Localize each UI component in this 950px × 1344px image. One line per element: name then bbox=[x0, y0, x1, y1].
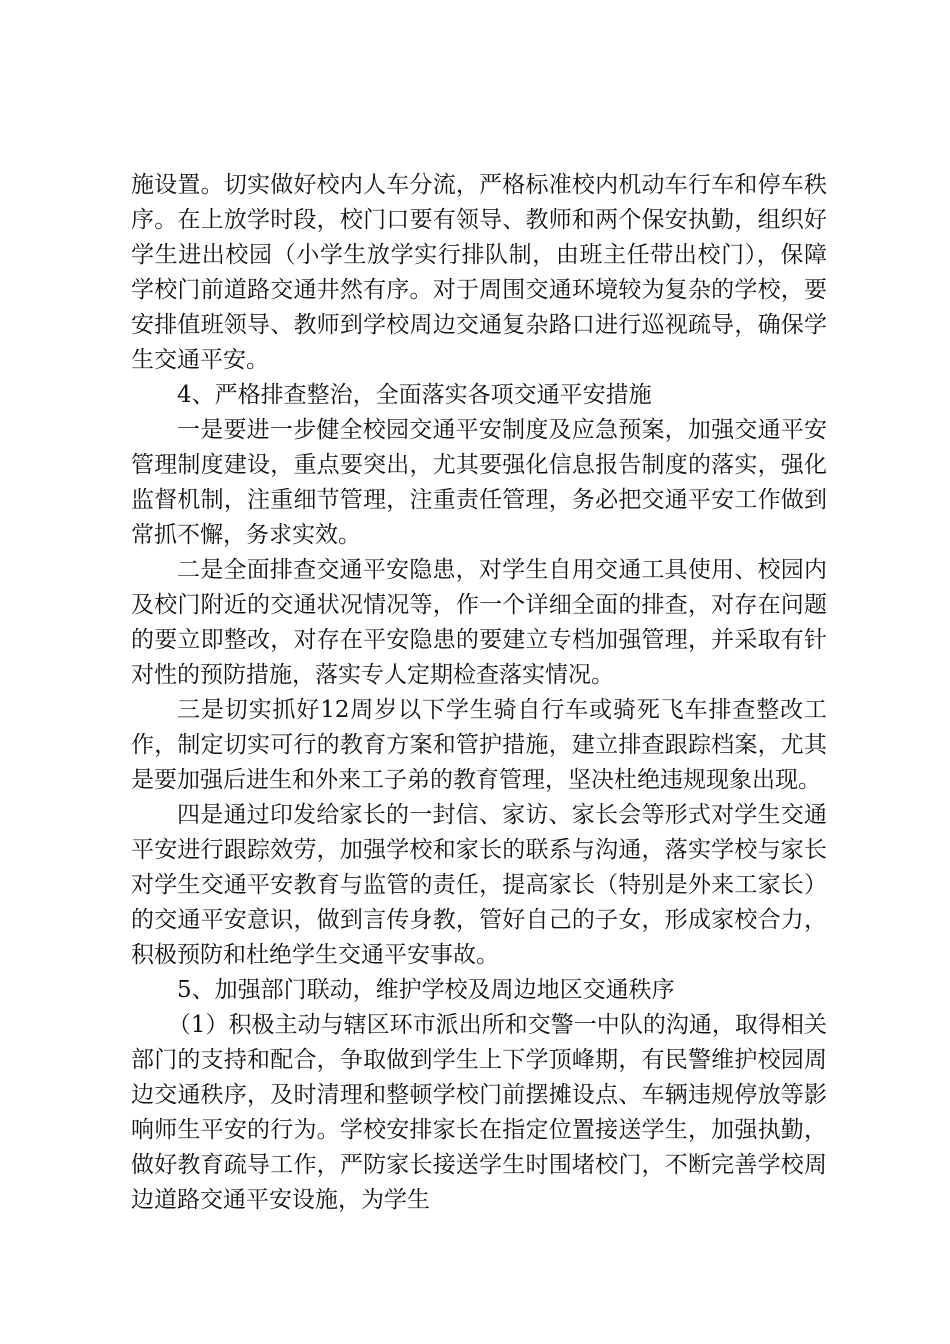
paragraph-item-1: 一是要进一步健全校园交通平安制度及应急预案，加强交通平安管理制度建设，重点要突出，尤其要强化信息报告制度的落实，强化监督机制，注重细节管理，注重责任管理，务必把交通平安工作做到常抓不懈，务求实效。 bbox=[131, 417, 827, 548]
paragraph-item-3: 三是切实抓好12周岁以下学生骑自行车或骑死飞车排查整改工作，制定切实可行的教育方案和管护措施，建立排查跟踪档案，尤其是要加强后进生和外来工子弟的教育管理，坚决杜绝违规现象出现。 bbox=[131, 697, 827, 793]
section-heading-5: 5、加强部门联动，维护学校及周边地区交通秩序 bbox=[177, 977, 675, 1003]
paragraph-item-4: 四是通过印发给家长的一封信、家访、家长会等形式对学生交通平安进行跟踪效劳，加强学校和家长的联系与沟通，落实学校与家长对学生交通平安教育与监管的责任，提高家长（特别是外来工家长）的交通平安意识，做到言传身教，管好自己的子女，形成家校合力，积极预防和杜绝学生交通平安事故。 bbox=[131, 802, 827, 968]
paragraph-item-2: 二是全面排查交通平安隐患，对学生自用交通工具使用、校园内及校门附近的交通状况情况等，作一个详细全面的排查，对存在问题的要立即整改，对存在平安隐患的要建立专档加强管理，并采取有针对性的预防措施，落实专人定期检查落实情况。 bbox=[131, 557, 827, 688]
paragraph-subitem-1: （1）积极主动与辖区环市派出所和交警一中队的沟通，取得相关部门的支持和配合，争取做到学生上下学顶峰期，有民警维护校园周边交通秩序，及时清理和整顿学校门前摆摊设点、车辆违规停放等影响师生平安的行为。学校安排家长在指定位置接送学生，加强执勤，做好教育疏导工作，严防家长接送学生时围堵校门，不断完善学校周边道路交通平安设施，为学生 bbox=[131, 1012, 827, 1213]
document-page bbox=[131, 168, 827, 1218]
paragraph-continued: 施设置。切实做好校内人车分流，严格标准校内机动车行车和停车秩序。在上放学时段，校门口要有领导、教师和两个保安执勤，组织好学生进出校园（小学生放学实行排队制，由班主任带出校门），保障学校门前道路交通井然有序。对于周围交通环境较为复杂的学校，要安排值班领导、教师到学校周边交通复杂路口进行巡视疏导，确保学生交通平安。 bbox=[131, 172, 827, 373]
section-heading-4: 4、严格排查整治，全面落实各项交通平安措施 bbox=[177, 382, 652, 408]
